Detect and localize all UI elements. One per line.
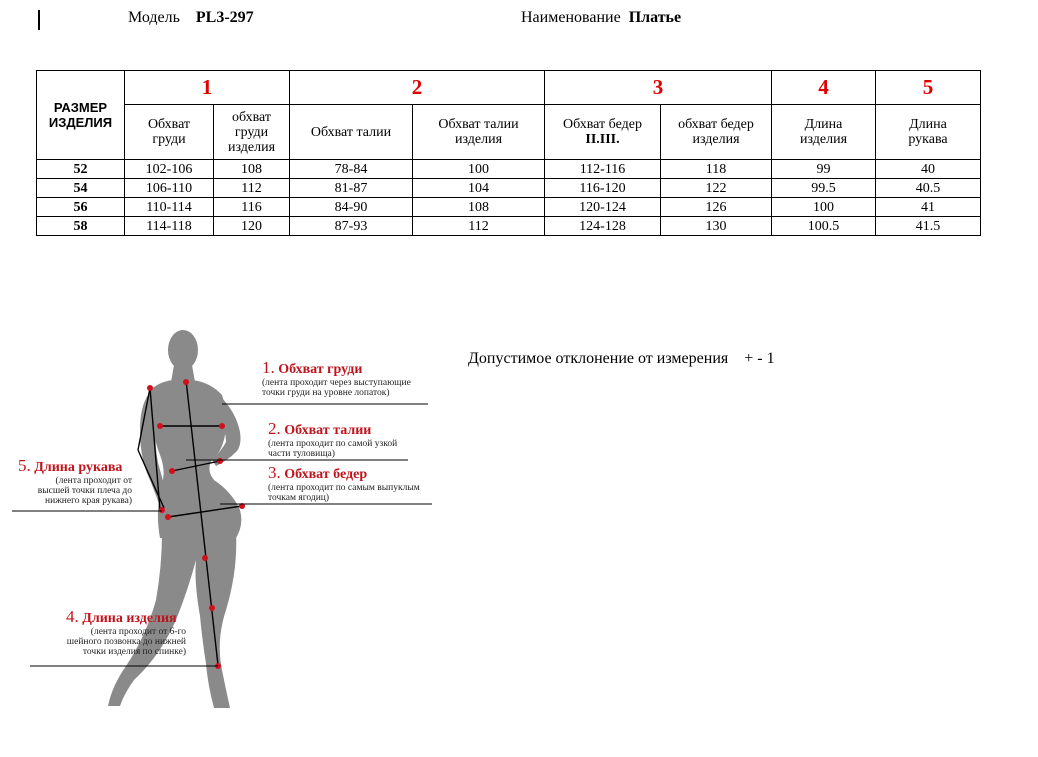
- group-2: 2: [290, 71, 545, 105]
- group-4: 4: [772, 71, 876, 105]
- tolerance-label: Допустимое отклонение от измерения: [468, 350, 729, 367]
- tolerance-value: + - 1: [744, 350, 775, 367]
- cell: 104: [413, 179, 545, 198]
- cell: 108: [413, 198, 545, 217]
- col-length-label: Длина изделия: [799, 117, 848, 147]
- label-chest-title: Обхват груди: [278, 362, 363, 377]
- cell: 58: [37, 217, 125, 236]
- group-1: 1: [125, 71, 290, 105]
- tolerance-note: [468, 350, 775, 368]
- col-waist-garment-label: Обхват талии изделия: [438, 117, 519, 147]
- label-hips-title: Обхват бедер: [284, 467, 368, 482]
- cell: 108: [214, 160, 290, 179]
- cell: 54: [37, 179, 125, 198]
- col-hips: [545, 105, 661, 160]
- table-row: [37, 198, 981, 217]
- label-length-desc-1: (лента проходит от 6-го: [90, 627, 186, 637]
- cell: 100: [772, 198, 876, 217]
- col-chest-label: Обхват груди: [147, 117, 191, 147]
- size-table: [36, 70, 981, 236]
- col-hips-sub: II.III.: [585, 132, 620, 147]
- label-waist-num: 2.: [268, 419, 281, 438]
- cell: 87-93: [290, 217, 413, 236]
- cell: 122: [661, 179, 772, 198]
- model-header: [128, 9, 254, 27]
- name-header: [521, 9, 681, 27]
- label-hips: [268, 463, 420, 503]
- label-waist-title: Обхват талии: [284, 423, 372, 438]
- cell: 81-87: [290, 179, 413, 198]
- cell: 120-124: [545, 198, 661, 217]
- label-sleeve-num: 5.: [18, 456, 31, 475]
- label-length-title: Длина изделия: [82, 611, 177, 626]
- cell: 100.5: [772, 217, 876, 236]
- label-sleeve-title: Длина рукава: [34, 460, 123, 475]
- cell: 78-84: [290, 160, 413, 179]
- col-chest-garment: [214, 105, 290, 160]
- group-3: 3: [545, 71, 772, 105]
- cell: 124-128: [545, 217, 661, 236]
- name-value: Платье: [628, 9, 682, 26]
- cell: 130: [661, 217, 772, 236]
- cell: 116-120: [545, 179, 661, 198]
- label-hips-desc-1: (лента проходит по самым выпуклым: [268, 483, 420, 493]
- label-length-desc-2: шейного позвонка до нижней: [66, 637, 186, 647]
- label-chest: [262, 358, 411, 398]
- col-sleeve-label: Длина рукава: [908, 117, 948, 147]
- cell: 41.5: [876, 217, 981, 236]
- cell: 102-106: [125, 160, 214, 179]
- size-header: РАЗМЕР ИЗДЕЛИЯ: [37, 71, 125, 160]
- cell: 110-114: [125, 198, 214, 217]
- cell: 56: [37, 198, 125, 217]
- label-sleeve: [18, 456, 158, 506]
- cell: 41: [876, 198, 981, 217]
- label-chest-desc-1: (лента проходит через выступающие: [262, 378, 411, 388]
- table-row: [37, 217, 981, 236]
- label-chest-num: 1.: [262, 358, 275, 377]
- label-hips-desc-2: точкам ягодиц): [268, 493, 330, 503]
- model-label: Модель: [128, 9, 180, 26]
- col-hips-garment: [661, 105, 772, 160]
- cell: 106-110: [125, 179, 214, 198]
- col-sleeve: [876, 105, 981, 160]
- label-waist-desc-2: части туловища): [268, 449, 335, 459]
- cell: 40.5: [876, 179, 981, 198]
- col-hips-label: Обхват бедер: [563, 117, 642, 132]
- cell: 100: [413, 160, 545, 179]
- label-length-num: 4.: [66, 607, 79, 626]
- label-length-desc-3: точки изделия по спинке): [82, 647, 186, 657]
- model-value: PL3-297: [195, 9, 254, 26]
- label-waist-desc-1: (лента проходит по самой узкой: [268, 439, 398, 449]
- col-hips-garment-label: обхват бедер изделия: [678, 117, 754, 147]
- table-row: [37, 179, 981, 198]
- label-sleeve-desc-1: (лента проходит от: [55, 476, 132, 486]
- col-chest-garment-label: обхват груди изделия: [227, 109, 276, 155]
- col-waist-label: Обхват талии: [310, 124, 392, 140]
- col-length: [772, 105, 876, 160]
- label-hips-num: 3.: [268, 463, 281, 482]
- group-5: 5: [876, 71, 981, 105]
- label-chest-desc-2: точки груди на уровне лопаток): [262, 388, 390, 398]
- table-row: [37, 160, 981, 179]
- cell: 40: [876, 160, 981, 179]
- col-waist-garment: [413, 105, 545, 160]
- cell: 112-116: [545, 160, 661, 179]
- cell: 114-118: [125, 217, 214, 236]
- label-waist: [268, 419, 397, 459]
- cell: 99.5: [772, 179, 876, 198]
- name-label: Наименование: [521, 9, 621, 26]
- cell: 118: [661, 160, 772, 179]
- cell: 112: [214, 179, 290, 198]
- cell: 112: [413, 217, 545, 236]
- label-sleeve-desc-3: нижнего края рукава): [45, 496, 132, 506]
- cell: 52: [37, 160, 125, 179]
- cell: 120: [214, 217, 290, 236]
- cell: 116: [214, 198, 290, 217]
- cell: 99: [772, 160, 876, 179]
- cell: 126: [661, 198, 772, 217]
- label-sleeve-desc-2: высшей точки плеча до: [37, 486, 132, 496]
- label-length: [30, 607, 186, 657]
- col-waist: [290, 105, 413, 160]
- cell: 84-90: [290, 198, 413, 217]
- col-chest: [125, 105, 214, 160]
- text-cursor: [38, 10, 40, 30]
